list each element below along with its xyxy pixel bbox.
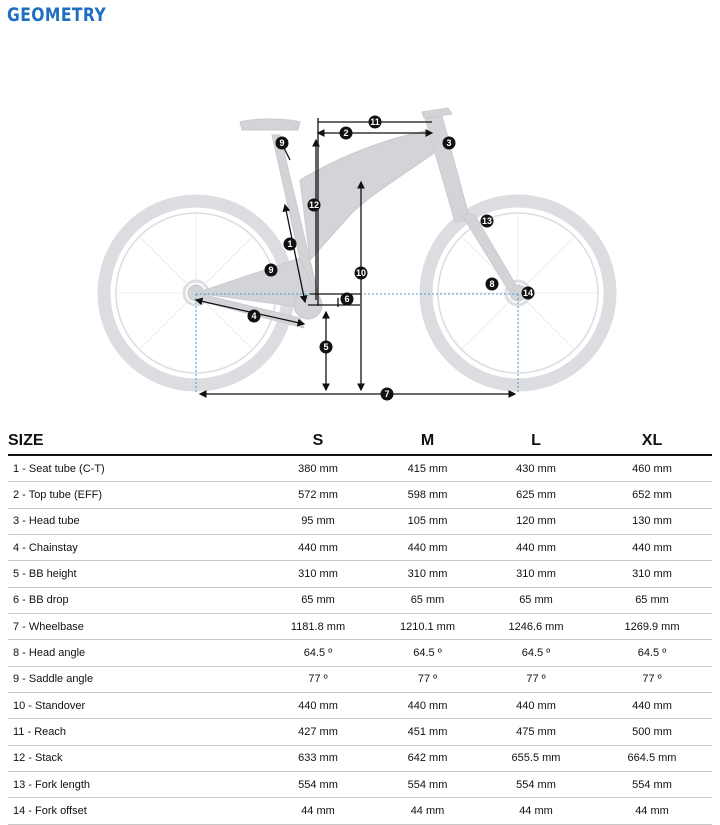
row-value: 120 mm [480,508,592,534]
row-value: 65 mm [375,587,480,613]
row-value: 44 mm [480,798,592,824]
table-row [8,693,712,719]
marker-3 [443,137,456,150]
row-value: 440 mm [261,535,375,561]
svg-text:9: 9 [268,265,274,275]
row-value: 664.5 mm [592,745,712,771]
row-value: 598 mm [375,482,480,508]
row-value: 440 mm [375,535,480,561]
marker-9b [276,137,289,150]
row-label: 11 - Reach [8,719,261,745]
row-value: 310 mm [480,561,592,587]
svg-text:5: 5 [323,342,329,352]
row-value: 652 mm [592,482,712,508]
row-value: 64.5 º [592,640,712,666]
svg-text:8: 8 [489,279,495,289]
svg-text:3: 3 [446,138,452,148]
row-value: 440 mm [480,693,592,719]
table-row [8,666,712,692]
marker-13 [481,215,494,228]
table-row [8,719,712,745]
row-value: 310 mm [375,561,480,587]
svg-text:13: 13 [481,216,493,226]
svg-text:14: 14 [522,288,534,298]
row-value: 44 mm [375,798,480,824]
row-label: 10 - Standover [8,693,261,719]
row-label: 12 - Stack [8,745,261,771]
row-value: 440 mm [592,535,712,561]
marker-2 [340,127,353,140]
marker-8 [486,278,499,291]
row-label: 8 - Head angle [8,640,261,666]
row-value: 310 mm [592,561,712,587]
table-header-row [8,428,712,455]
svg-text:6: 6 [344,294,350,304]
row-label: 3 - Head tube [8,508,261,534]
row-label: 9 - Saddle angle [8,666,261,692]
table-row [8,772,712,798]
row-value: 554 mm [261,772,375,798]
row-value: 105 mm [375,508,480,534]
table-row [8,798,712,824]
row-label: 4 - Chainstay [8,535,261,561]
row-value: 1210.1 mm [375,614,480,640]
row-value: 440 mm [375,693,480,719]
svg-text:4: 4 [251,311,257,321]
row-value: 554 mm [480,772,592,798]
row-label: 6 - BB drop [8,587,261,613]
row-value: 440 mm [592,693,712,719]
row-value: 130 mm [592,508,712,534]
marker-6 [341,293,354,306]
row-label: 1 - Seat tube (C-T) [8,455,261,482]
geometry-table [8,428,712,825]
row-value: 625 mm [480,482,592,508]
table-row [8,640,712,666]
header-l: L [480,428,592,455]
marker-1 [284,238,297,251]
row-value: 380 mm [261,455,375,482]
svg-text:10: 10 [355,268,367,278]
row-value: 500 mm [592,719,712,745]
table-row [8,535,712,561]
header-s: S [261,428,375,455]
row-value: 77 º [480,666,592,692]
row-value: 1246.6 mm [480,614,592,640]
svg-text:7: 7 [384,389,390,399]
header-size: SIZE [8,428,261,455]
table-row [8,455,712,482]
row-value: 451 mm [375,719,480,745]
row-value: 440 mm [261,693,375,719]
row-value: 95 mm [261,508,375,534]
marker-12 [308,199,321,212]
row-label: 5 - BB height [8,561,261,587]
table-row [8,482,712,508]
row-value: 427 mm [261,719,375,745]
svg-text:2: 2 [343,128,349,138]
row-label: 7 - Wheelbase [8,614,261,640]
marker-5 [320,341,333,354]
row-value: 1269.9 mm [592,614,712,640]
row-label: 13 - Fork length [8,772,261,798]
marker-14 [522,287,535,300]
bike-geometry-diagram [0,95,720,415]
svg-text:12: 12 [308,200,320,210]
row-value: 64.5 º [261,640,375,666]
row-value: 65 mm [592,587,712,613]
row-value: 554 mm [592,772,712,798]
row-value: 310 mm [261,561,375,587]
row-value: 440 mm [480,535,592,561]
table-row [8,508,712,534]
row-value: 44 mm [261,798,375,824]
row-value: 65 mm [480,587,592,613]
row-value: 64.5 º [480,640,592,666]
row-value: 460 mm [592,455,712,482]
table-row [8,745,712,771]
table-row [8,587,712,613]
header-m: M [375,428,480,455]
row-value: 64.5 º [375,640,480,666]
row-value: 77 º [375,666,480,692]
row-label: 2 - Top tube (EFF) [8,482,261,508]
table-row [8,614,712,640]
row-value: 430 mm [480,455,592,482]
row-value: 572 mm [261,482,375,508]
marker-10 [355,267,368,280]
row-value: 642 mm [375,745,480,771]
marker-9 [265,264,278,277]
svg-text:1: 1 [287,239,293,249]
svg-text:9: 9 [279,138,285,148]
header-xl: XL [592,428,712,455]
row-value: 77 º [261,666,375,692]
row-value: 475 mm [480,719,592,745]
row-value: 1181.8 mm [261,614,375,640]
marker-7 [381,388,394,401]
row-label: 14 - Fork offset [8,798,261,824]
row-value: 554 mm [375,772,480,798]
row-value: 44 mm [592,798,712,824]
svg-text:11: 11 [370,117,380,127]
row-value: 65 mm [261,587,375,613]
row-value: 655.5 mm [480,745,592,771]
row-value: 633 mm [261,745,375,771]
row-value: 77 º [592,666,712,692]
page-title: GEOMETRY [7,4,107,26]
row-value: 415 mm [375,455,480,482]
table-row [8,561,712,587]
marker-4 [248,310,261,323]
marker-11 [369,116,382,129]
